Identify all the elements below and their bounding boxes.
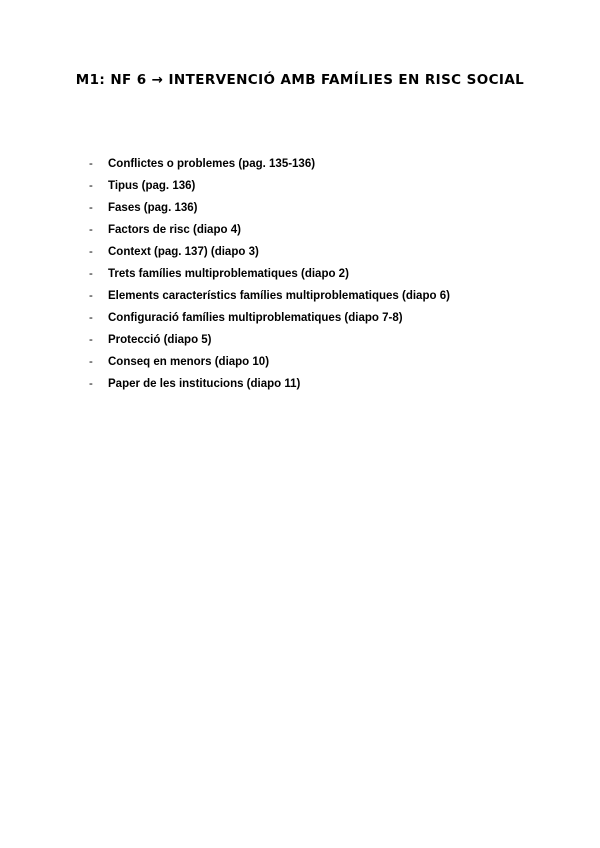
list-item-text: Tipus (pag. 136) (108, 180, 196, 192)
dash-bullet: - (89, 180, 93, 192)
list-item-text: Configuració famílies multiproblematiques (diapo 7-8) (108, 312, 403, 324)
list-item-text: Protecció (diapo 5) (108, 334, 212, 346)
list-item-text: Paper de les institucions (diapo 11) (108, 378, 301, 390)
dash-bullet: - (89, 158, 93, 170)
list-item-text: Trets famílies multiproblematiques (diapo 2) (108, 268, 349, 280)
list-item (89, 197, 450, 219)
list-item (89, 153, 450, 175)
list-item (89, 263, 450, 285)
list-item-text: Context (pag. 137) (diapo 3) (108, 246, 259, 258)
list-item (89, 329, 450, 351)
dash-bullet: - (89, 202, 93, 214)
dash-bullet: - (89, 334, 93, 346)
dash-bullet: - (89, 268, 93, 280)
arrow-icon: → (151, 72, 164, 88)
list-item (89, 285, 450, 307)
list-item (89, 351, 450, 373)
list-item-text: Elements característics famílies multiproblematiques (diapo 6) (108, 290, 450, 302)
list-item-text: Fases (pag. 136) (108, 202, 198, 214)
list-item (89, 241, 450, 263)
dash-bullet: - (89, 312, 93, 324)
dash-bullet: - (89, 378, 93, 390)
list-item (89, 373, 450, 395)
dash-bullet: - (89, 356, 93, 368)
list-item (89, 175, 450, 197)
dash-bullet: - (89, 290, 93, 302)
title-prefix: M1: NF 6 (75, 72, 147, 88)
topic-list (89, 153, 450, 395)
page-title (0, 72, 600, 88)
dash-bullet: - (89, 246, 93, 258)
title-suffix: INTERVENCIÓ AMB FAMÍLIES EN RISC SOCIAL (168, 72, 525, 88)
list-item-text: Conflictes o problemes (pag. 135-136) (108, 158, 316, 170)
list-item-text: Conseq en menors (diapo 10) (108, 356, 270, 368)
list-item-text: Factors de risc (diapo 4) (108, 224, 241, 236)
list-item (89, 219, 450, 241)
dash-bullet: - (89, 224, 93, 236)
list-item (89, 307, 450, 329)
